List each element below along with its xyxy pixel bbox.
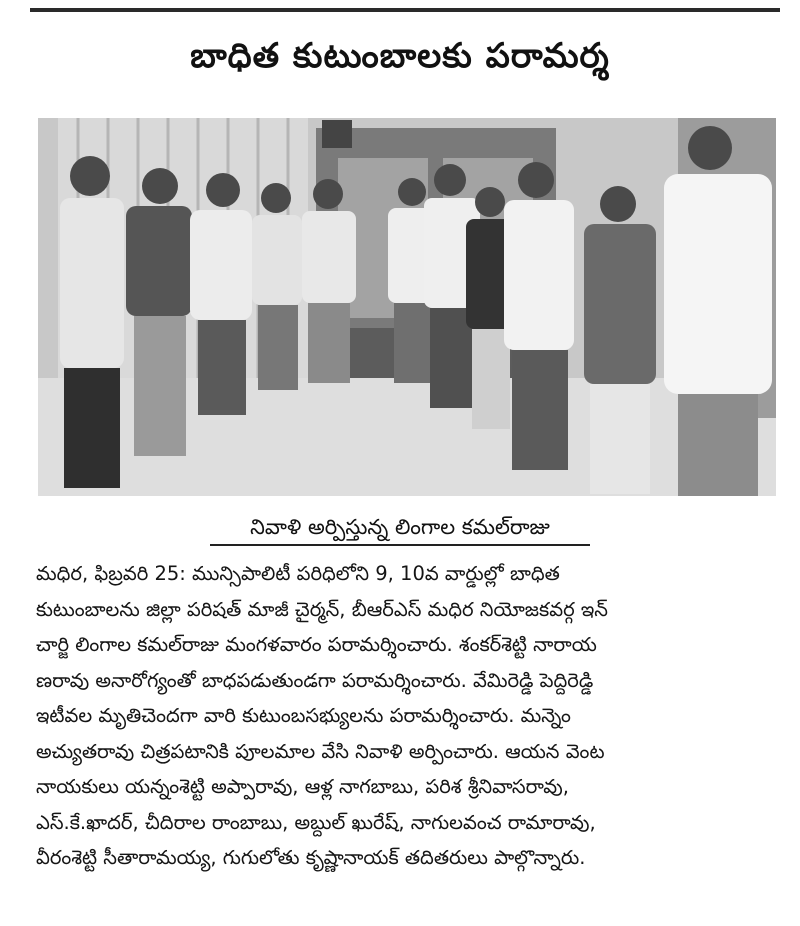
article-line: నాయకులు యన్నంశెట్టి అప్పారావు, ఆళ్ల నాగబాబు, పరిశ శ్రీనివాసరావు, [36,775,569,798]
news-photo [38,118,776,496]
article-body [36,556,778,876]
article-line: ఇటీవల మృతిచెందగా వారి కుటుంబసభ్యులను పరామర్శించారు. మన్నెం [36,704,571,727]
article-line: వీరంశెట్టి సీతారామయ్య, గుగులోతు కృష్ణానాయక్ తదితరులు పాల్గొన్నారు. [36,846,586,869]
article-line: అచ్యుతరావు చిత్రపటానికి పూలమాల వేసి నివాళి అర్పించారు. ఆయన వెంట [36,739,605,763]
photo-caption [210,510,590,546]
headline: బాధిత కుటుంబాలకు పరామర్శ [190,36,610,76]
article-line: మధిర, ఫిబ్రవరి 25: మున్సిపాలిటీ పరిధిలోని 9, 10వ వార్డుల్లో బాధిత [36,562,560,585]
article-line: చార్జి లింగాల కమల్‌రాజు మంగళవారం పరామర్శించారు. శంకర్‌శెట్టి నారాయ [36,633,597,656]
top-rule [30,8,780,12]
article-line: కుటుంబాలను జిల్లా పరిషత్ మాజీ చైర్మన్, బీఆర్ఎస్ మధిర నియోజకవర్గ ఇన్ [36,597,608,621]
article-line: ణరావు అనారోగ్యంతో బాధపడుతుండగా పరామర్శించారు. వేమిరెడ్డి పెద్దిరెడ్డి [36,668,594,692]
article-line: ఎస్.కే.ఖాదర్, చీదిరాల రాంబాబు, అబ్దుల్ ఖురేష్, నాగులవంచ రామారావు, [36,810,596,834]
photo-caption-text: నివాళి అర్పిస్తున్న లింగాల కమల్‌రాజు [250,515,550,539]
